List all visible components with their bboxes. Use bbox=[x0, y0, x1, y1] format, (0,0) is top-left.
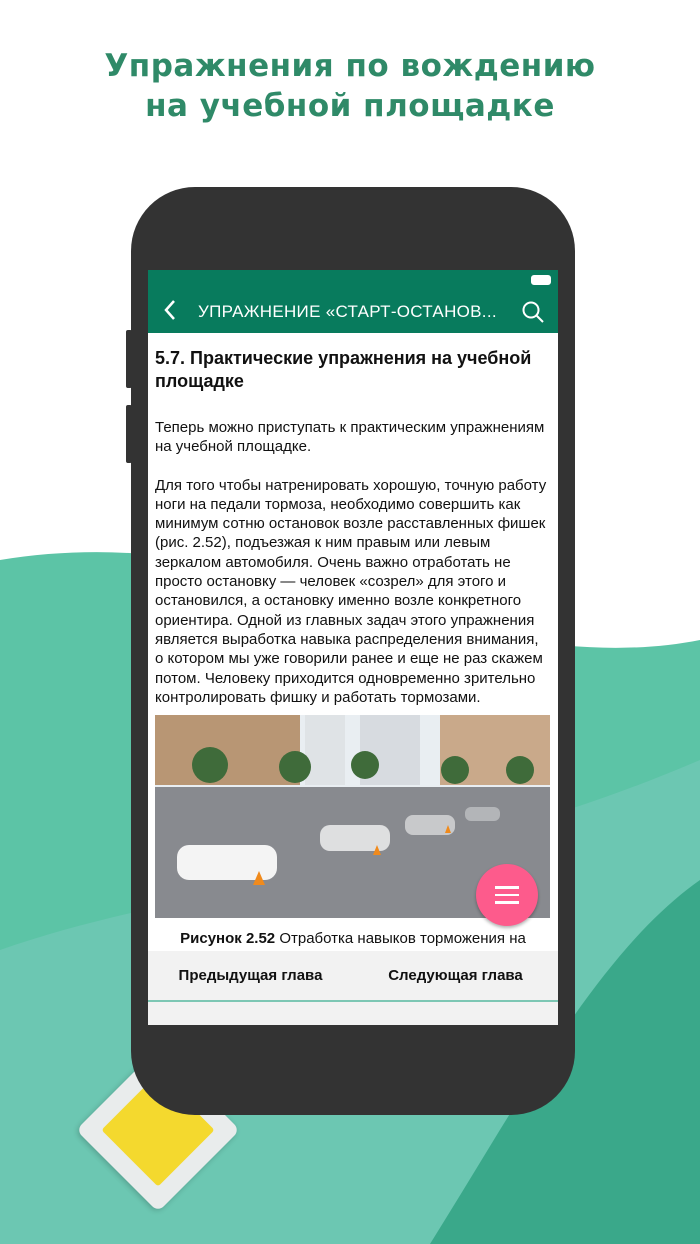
app-screen bbox=[148, 270, 558, 1025]
chapter-nav-bar bbox=[148, 951, 558, 1025]
headline-line-2: на учебной площадке bbox=[145, 88, 555, 124]
promo-headline bbox=[0, 46, 700, 126]
search-icon bbox=[521, 300, 545, 324]
caption-text: Отработка навыков торможения на bbox=[275, 930, 526, 947]
search-button[interactable] bbox=[508, 300, 558, 324]
menu-icon-bar bbox=[495, 894, 519, 897]
toolbar-title: УПРАЖНЕНИЕ «СТАРТ-ОСТАНОВ... bbox=[198, 301, 497, 321]
previous-chapter-button[interactable]: Предыдущая глава bbox=[178, 967, 323, 984]
toolbar bbox=[148, 290, 558, 333]
chapter-content bbox=[148, 333, 558, 707]
menu-fab-button[interactable] bbox=[476, 864, 538, 926]
caption-label: Рисунок 2.52 bbox=[180, 930, 276, 947]
menu-icon-bar bbox=[495, 886, 519, 889]
paragraph: Для того чтобы натренировать хорошую, точную работу ноги на педали тормоза, необходимо совершить как минимум сотню остановок возле расставленных фишек (рис. 2.52), подъезжая к ним правым или левым зеркалом автомобиля. Очень важно отработать не просто остановку — человек «созрел» для этого и остановился, а остановку именно возле конкретного ориентира. Одной из главных задач этого упражнения является выработка навыка распределения внимания, о котором мы уже говорили ранее и еще не раз скажем потом. Человеку приходится одновременно зрительно контролировать фишку и работать тормозами. bbox=[155, 476, 547, 706]
reading-progress-line bbox=[148, 1000, 558, 1002]
paragraph: Теперь можно приступать к практическим упражнениям на учебной площадке. bbox=[155, 419, 545, 456]
next-chapter-button[interactable]: Следующая глава bbox=[388, 967, 523, 984]
chapter-heading: 5.7. Практические упражнения на учебной площадке bbox=[155, 348, 532, 391]
headline-line-1: Упражнения по вождению bbox=[104, 48, 596, 84]
figure-caption bbox=[148, 929, 558, 948]
back-button[interactable] bbox=[152, 299, 188, 325]
status-bar bbox=[148, 270, 558, 290]
battery-icon bbox=[531, 275, 551, 285]
chevron-left-icon bbox=[163, 299, 177, 321]
menu-icon-bar bbox=[495, 901, 519, 904]
